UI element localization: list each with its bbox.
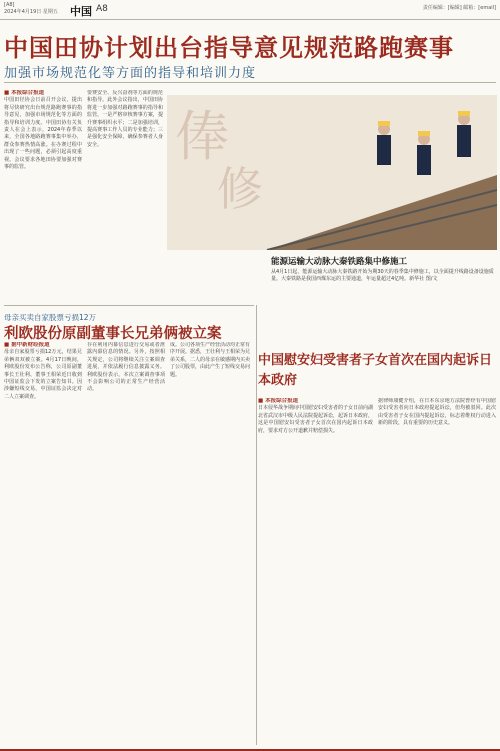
main-article-tag: ■ 本报综合报道 [4, 90, 45, 96]
masthead-page-number: A8 [96, 4, 108, 14]
main-article-column-2 [87, 90, 163, 310]
railway-photo-illustration [167, 95, 497, 250]
photo-calligraphy-2: 修 [217, 162, 263, 216]
subnews-column-3 [170, 342, 250, 742]
page-headline[interactable]: 中国田协计划出台指导意见规范路跑赛事 [4, 34, 454, 62]
subnews-column-1 [4, 342, 82, 742]
news3-column-2 [378, 398, 496, 743]
photo-calligraphy-1: 俸 [175, 105, 229, 168]
masthead-editor-info: 责任编辑：[编辑] 邮箱：[email] [422, 5, 496, 11]
subnews-body-2: 存在利用内幕信息进行交易或者泄露内幕信息的情况。另外，按照相关规定，公司将继续关注立案调查进展，并依法履行信息披露义务。利欧股份表示，本次立案调查事项不会影响公司的正常生产经营活动。 [87, 342, 165, 393]
railway-workers-photo[interactable] [167, 95, 497, 250]
main-article-body-2: 要赛安全、反兴奋剂等方面的规范和指导。此外会议指出，中国田协将进一步加强对路跑赛事的指导和监管，一是严格审核赛事方案，提升赛事组织水平；二是加强培训，提高赛事工作人员的专业能力；三是强化安全保障，确保参赛者人身安全。 [87, 90, 163, 148]
subnews-headline[interactable]: 利欧股份原副董事长兄弟俩被立案 [4, 326, 222, 342]
column-divider [256, 305, 257, 745]
subnews-tag: ■ 据中新财经报道 [4, 342, 50, 348]
masthead-paper-name: [A8] [4, 2, 15, 8]
subnews-body-3: 成。公司各项生产经营活动均正常有序开展。据悉，王壮利与王相荣为兄弟关系，二人的母亲在敏感期内买卖了公司股票，由此产生了短线交易问题。 [170, 342, 250, 378]
subnews-body-1: 母亲自家股票亏损12万元，结果兄弟俩双双被立案。4月17日晚间，利欧股份发布公告称，公司原副董事长王壮利、董事王相荣近日收到中国证监会下发的立案告知书。因涉嫌短线交易，中国证监会决定对二人立案调查。 [4, 349, 82, 400]
news3-tag: ■ 本报综合报道 [258, 398, 299, 404]
news3-body-2: 据律师康健介绍，在日本东京地方法院曾经有中国慰安妇受害者向日本政府提起诉讼，但均被驳回。此次由受害者子女在国内提起诉讼，标志着维权行动进入新的阶段，具有重要的历史意义。 [378, 398, 496, 427]
news3-headline[interactable]: 中国慰安妇受害者子女首次在国内起诉日本政府 [258, 353, 493, 388]
news3-column-1 [258, 398, 373, 743]
photo-caption-title: 能源运输大动脉大秦铁路集中修施工 [271, 257, 408, 267]
subnews-column-2 [87, 342, 165, 742]
headline-divider [4, 82, 496, 83]
photo-caption-text: 从4月1日起，能源运输大动脉大秦铁路开始为期30天的春季集中修施工，以全面提升线路设备设施质量。大秦铁路是我国西煤东运的主要通道，年运量超过4亿吨。新华社 图/文 [271, 269, 494, 283]
section-divider-left [4, 305, 254, 306]
subnews-kicker: 母亲买卖自家股票亏损12万 [4, 313, 97, 322]
news3-body-1: 日本侵华战争期间中国慰安妇受害者的子女日前向湖北省武汉市中级人民法院提起诉讼，起诉日本政府，这是中国慰安妇受害者子女首次在国内起诉日本政府，要求对方公开道歉并赔偿损失。 [258, 405, 373, 434]
masthead-section: 中国 [70, 5, 92, 18]
page-subheadline: 加强市场规范化等方面的指导和培训力度 [4, 66, 257, 81]
masthead-date-line: 2024年4月19日 星期五 [4, 9, 58, 15]
main-article-column-1 [4, 90, 82, 310]
main-article-body-1: 中国田径协会日前召开会议，提出将尽快研究出台规范路跑赛事的指导意见，加强市场规范化等方面的指导和培训力度。中国田协有关负责人在会上表示，2024年春季以来，全国各地路跑赛事集中举办，群众参赛热情高涨。在办赛过程中出现了一些问题，必须引起高度重视。会议要求各地田协要加强对赛事的监管。 [4, 97, 82, 171]
